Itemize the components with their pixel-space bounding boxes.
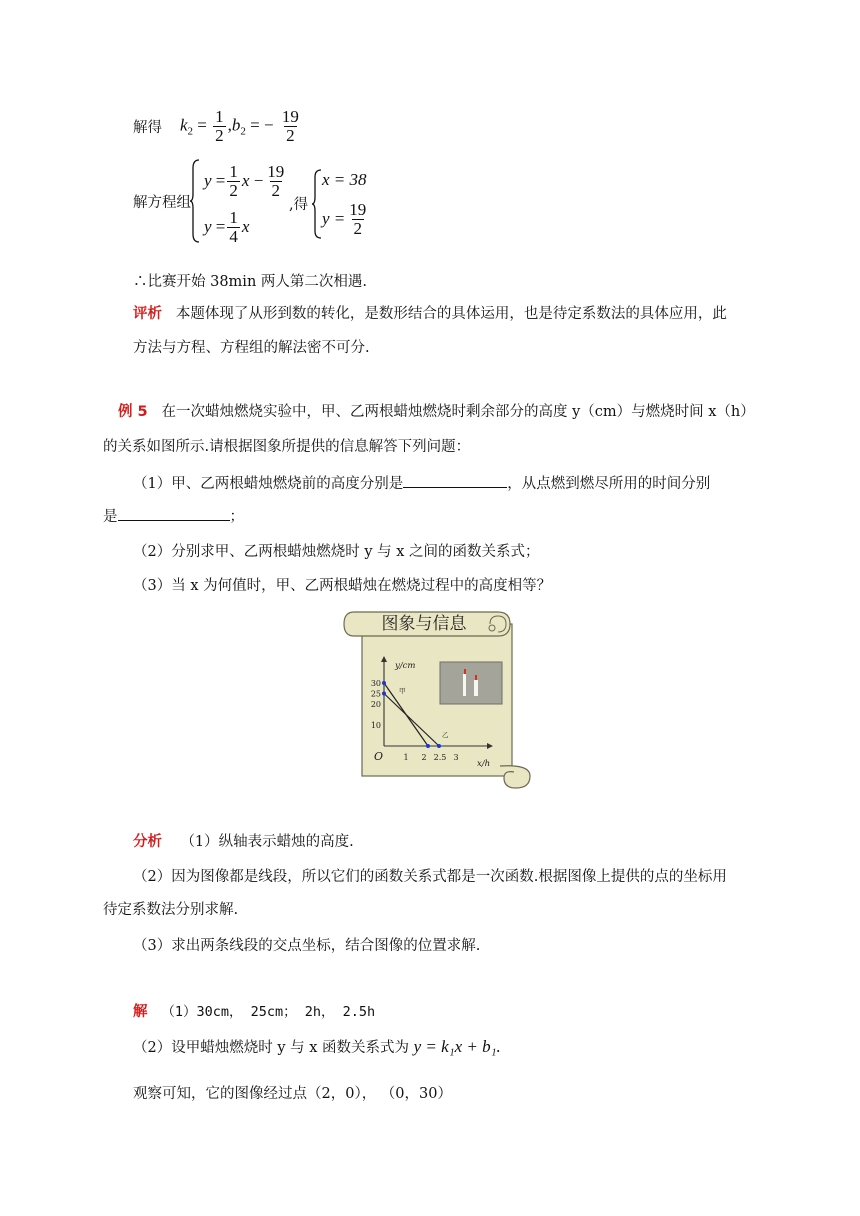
analysis-p3: （3）求出两条线段的交点坐标，结合图像的位置求解.: [133, 938, 481, 954]
y-tick-label-10: 10: [370, 721, 381, 730]
comment-line-1: 评析 本题体现了从形到数的转化，是数形结合的具体运用，也是待定系数法的具体应用，此: [133, 306, 727, 322]
series-start-point-2: [382, 692, 386, 696]
graph-svg: [340, 606, 535, 791]
result-x: x = 38: [322, 170, 367, 189]
x-tick-label-1: 1: [403, 753, 409, 762]
origin-label: O: [374, 750, 384, 763]
answer-blank-2[interactable]: [118, 519, 230, 521]
candle-yi: [474, 680, 478, 696]
solution-line-1: 解 （1）30cm， 25cm； 2h， 2.5h: [133, 1004, 376, 1020]
analysis-p2b: 待定系数法分别求解.: [103, 902, 239, 918]
scroll-figure: [340, 606, 535, 791]
analysis-tag: 分析: [133, 834, 162, 850]
y-tick-label-30: 30: [370, 679, 381, 688]
solution-tag: 解: [133, 1004, 148, 1020]
analysis-p2a: （2）因为图像都是线段，所以它们的函数关系式都是一次函数.根据图像上提供的点的坐标用: [133, 869, 727, 885]
candle-photo: [440, 662, 502, 704]
result-y: y = $\frac{19}{2}$: [322, 199, 367, 238]
x-tick-label-3: 3: [453, 753, 459, 762]
question-1-cont: 是 ；: [103, 509, 244, 525]
y-tick-label-20: 20: [370, 700, 381, 709]
solve-label: 解得: [133, 119, 162, 136]
analysis-line-1: 分析 （1）纵轴表示蜡烛的高度.: [133, 834, 354, 850]
series-end-point-1: [426, 744, 430, 748]
question-2: （2）分别求甲、乙两根蜡烛燃烧时 y 与 x 之间的函数关系式；: [133, 544, 540, 560]
x-tick-label-2.5: 2.5: [433, 753, 447, 762]
left-brace: [190, 158, 200, 244]
equation-1: y = $\frac{1}{2}$ x − $\frac{19}{2}$: [204, 161, 285, 200]
answer-blank-1[interactable]: [403, 486, 507, 488]
solution-line-3: 观察可知，它的图像经过点（2，0）， （0，30）: [133, 1086, 452, 1102]
y-tick-label-25: 25: [370, 689, 381, 699]
x-axis-label: x/h: [477, 759, 491, 769]
example-line-1: 例 5 在一次蜡烛燃烧实验中，甲、乙两根蜡烛燃烧时剩余部分的高度 y（cm）与燃烧时间 x（h）: [118, 404, 755, 420]
k2-expression: $k_2$ = $\frac{1}{2}$ $,b_2$ = − $\frac{19}{2}$: [180, 106, 299, 145]
conclusion-text: ∴比赛开始 38min 两人第二次相遇.: [133, 274, 368, 290]
label-yi: 乙: [442, 731, 449, 739]
example-line-2: 的关系如图所示.请根据图象所提供的信息解答下列问题：: [103, 439, 471, 455]
solution-line-2: （2）设甲蜡烛燃烧时 y 与 x 函数关系式为 y = k₁x + b₁.: [133, 1037, 501, 1056]
candle-jia: [463, 674, 466, 696]
comment-line-2: 方法与方程、方程组的解法密不可分.: [133, 340, 370, 356]
comment-tag: 评析: [133, 306, 162, 322]
example-tag: 例 5: [118, 404, 148, 420]
solve-k2-line: [133, 104, 303, 148]
right-brace: [312, 168, 322, 240]
y-ticks: [371, 679, 381, 730]
linear-formula: y = k₁x + b₁.: [413, 1037, 501, 1056]
x-tick-label-2: 2: [421, 753, 427, 762]
y-axis-label: y/cm: [395, 661, 416, 671]
series-start-point-1: [382, 681, 386, 685]
banner-title: 图象与信息: [381, 614, 467, 634]
get-label: ,得: [289, 197, 309, 213]
question-3: （3）当 x 为何值时，甲、乙两根蜡烛在燃烧过程中的高度相等？: [133, 578, 552, 594]
system-label: 解方程组: [133, 195, 191, 211]
label-jia: 甲: [399, 687, 406, 695]
question-1-line: （1）甲、乙两根蜡烛燃烧前的高度分别是 ，从点燃到燃尽所用的时间分别: [133, 476, 711, 492]
equation-2: y = $\frac{1}{4}$ x: [204, 207, 250, 246]
series-end-point-2: [437, 744, 441, 748]
